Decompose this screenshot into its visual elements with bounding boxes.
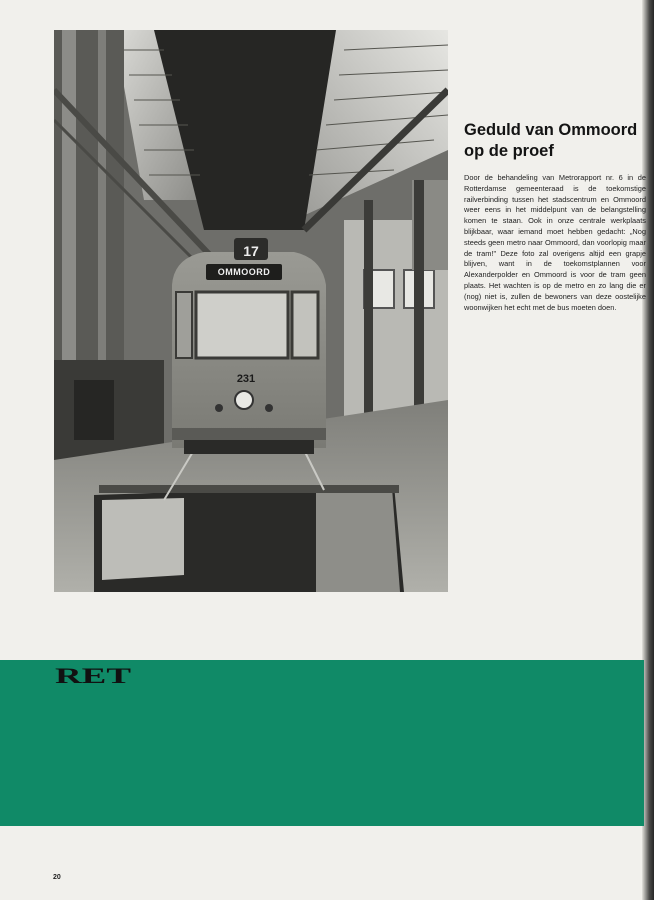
route-number-sign: 17 [243, 243, 259, 259]
article-title-line-2: op de proef [464, 142, 554, 160]
article-title-line-1: Geduld van Ommoord [464, 121, 638, 139]
page-number: 20 [53, 874, 61, 881]
article-title [464, 120, 646, 162]
article-body: Door de behandeling van Metrorapport nr. 6 in de Rotterdamse gemeenteraad is de toekomstige railverbinding tussen het stadscentrum en Ommoord weer eens in het middelpunt van de belangstelling komen te staan. Ook in onze centrale werkplaats blijkbaar, waar iemand moet hebben gedacht: „Nog steeds geen metro naar Ommoord, dan voorlopig maar de tram!" Deze foto zal overigens altijd een grapje blijven, want in de toekomstplannen voor Alexanderpolder en Ommoord is voor de tram geen plaats. Het wachten is op de metro en zo lang die er (nog) niet is, zullen de bewoners van deze oostelijke woonwijken het echt met de bus moeten doen. [464, 173, 646, 312]
ret-logo [54, 665, 132, 687]
fleet-number: 231 [236, 373, 256, 385]
tram-depot-photo [54, 30, 448, 592]
destination-sign: OMMOORD [217, 267, 271, 277]
svg-text:RET: RET [55, 665, 132, 687]
